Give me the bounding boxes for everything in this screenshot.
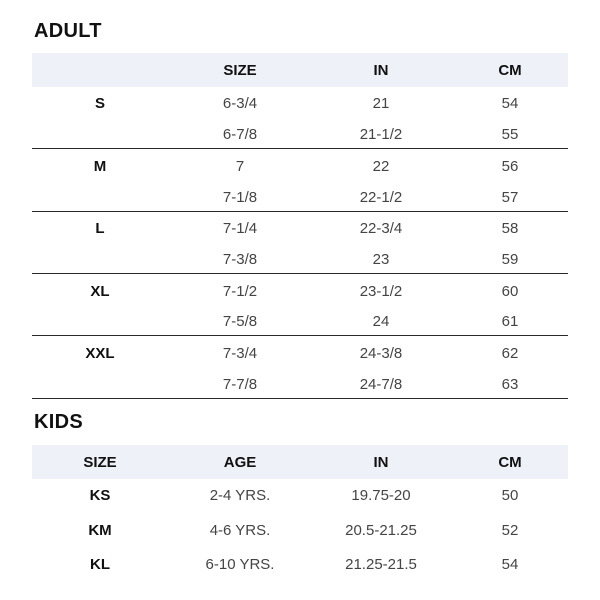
table-cell: 24-3/8: [359, 345, 403, 362]
table-cell: 2-4 YRS.: [209, 487, 271, 504]
size-label-kl: KL: [90, 556, 110, 573]
table-cell: 7-7/8: [222, 376, 258, 393]
kids-header-age: AGE: [223, 454, 257, 471]
kids-header-in: IN: [373, 454, 389, 471]
adult-header-in: IN: [373, 62, 389, 79]
table-cell: 7-1/4: [222, 220, 258, 237]
table-cell: 20.5-21.25: [345, 522, 417, 539]
size-label-s: S: [94, 95, 105, 112]
table-cell: 60: [501, 283, 519, 300]
kids-header-size: SIZE: [83, 454, 117, 471]
table-cell: 50: [501, 487, 519, 504]
table-cell: 7-3/8: [222, 251, 258, 268]
size-label-xl: XL: [90, 283, 110, 300]
group-divider: [32, 398, 568, 399]
table-cell: 7-1/2: [222, 283, 258, 300]
table-cell: 54: [501, 556, 519, 573]
size-label-km: KM: [88, 522, 112, 539]
table-cell: 21: [372, 95, 390, 112]
size-label-ks: KS: [89, 487, 111, 504]
group-divider: [32, 211, 568, 212]
size-label-l: L: [95, 220, 105, 237]
group-divider: [32, 273, 568, 274]
adult-header-size: SIZE: [223, 62, 257, 79]
table-cell: 57: [501, 189, 519, 206]
table-cell: 7: [235, 158, 245, 175]
table-cell: 58: [501, 220, 519, 237]
table-cell: 4-6 YRS.: [209, 522, 271, 539]
table-cell: 6-3/4: [222, 95, 258, 112]
table-cell: 22: [372, 158, 390, 175]
adult-section-title: ADULT: [34, 20, 102, 42]
table-cell: 7-1/8: [222, 189, 258, 206]
table-cell: 19.75-20: [351, 487, 411, 504]
kids-section-title: KIDS: [34, 411, 83, 433]
table-cell: 59: [501, 251, 519, 268]
table-cell: 52: [501, 522, 519, 539]
table-cell: 62: [501, 345, 519, 362]
table-cell: 22-3/4: [359, 220, 403, 237]
table-cell: 23: [372, 251, 390, 268]
table-cell: 61: [501, 313, 519, 330]
table-cell: 7-5/8: [222, 313, 258, 330]
table-cell: 54: [501, 95, 519, 112]
kids-header-cm: CM: [498, 454, 522, 471]
table-cell: 7-3/4: [222, 345, 258, 362]
size-label-xxl: XXL: [85, 345, 115, 362]
table-cell: 24-7/8: [359, 376, 403, 393]
table-cell: 23-1/2: [359, 283, 403, 300]
size-label-m: M: [93, 158, 107, 175]
group-divider: [32, 335, 568, 336]
table-cell: 21-1/2: [359, 126, 403, 143]
group-divider: [32, 148, 568, 149]
table-cell: 6-10 YRS.: [205, 556, 275, 573]
adult-header-cm: CM: [498, 62, 522, 79]
table-cell: 24: [372, 313, 390, 330]
table-cell: 21.25-21.5: [345, 556, 417, 573]
table-cell: 56: [501, 158, 519, 175]
table-cell: 6-7/8: [222, 126, 258, 143]
table-cell: 55: [501, 126, 519, 143]
table-cell: 63: [501, 376, 519, 393]
table-cell: 22-1/2: [359, 189, 403, 206]
